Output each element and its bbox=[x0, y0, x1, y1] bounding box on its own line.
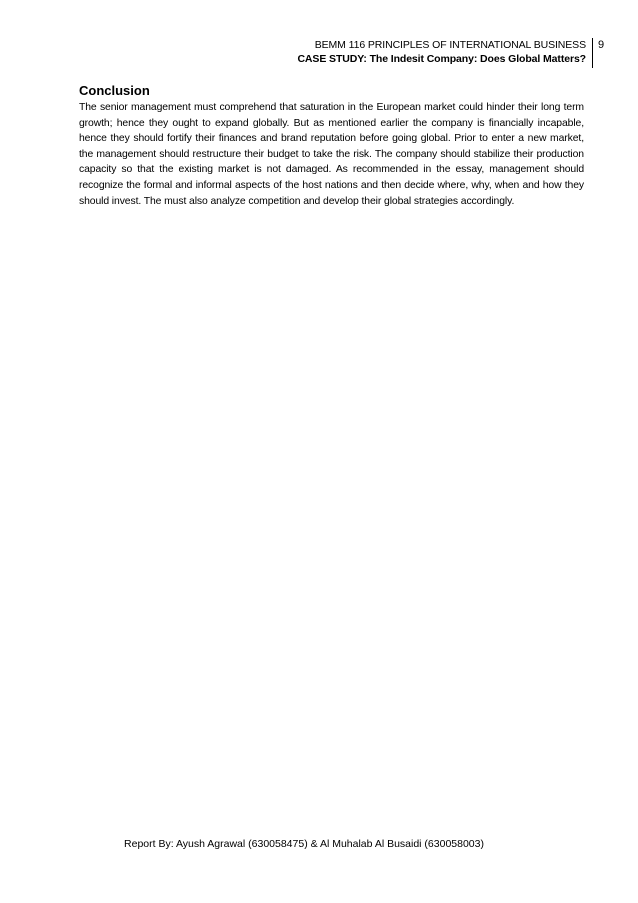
running-header bbox=[297, 38, 586, 66]
section-heading: Conclusion bbox=[79, 83, 150, 98]
course-title: BEMM 116 PRINCIPLES OF INTERNATIONAL BUSINESS bbox=[314, 39, 586, 51]
page-number: 9 bbox=[592, 38, 620, 68]
report-footer: Report By: Ayush Agrawal (630058475) & Al Muhalab Al Busaidi (630058003) bbox=[124, 838, 484, 850]
conclusion-paragraph: The senior management must comprehend that saturation in the European market could hinder their long term growth; hence they ought to expand globally. But as mentioned earlier the company is financially incapable, hence they should fortify their finances and brand reputation before going global. Prior to enter a new market, the management should restructure their budget to take the risk. The company should stabilize their production capacity so that the existing market is not damaged. As recommended in the essay, management should recognize the formal and informal aspects of the host nations and then decide where, why, when and how they should invest. The must also analyze competition and develop their global strategies accordingly. bbox=[79, 102, 584, 207]
case-study-title: CASE STUDY: The Indesit Company: Does Global Matters? bbox=[297, 53, 586, 65]
